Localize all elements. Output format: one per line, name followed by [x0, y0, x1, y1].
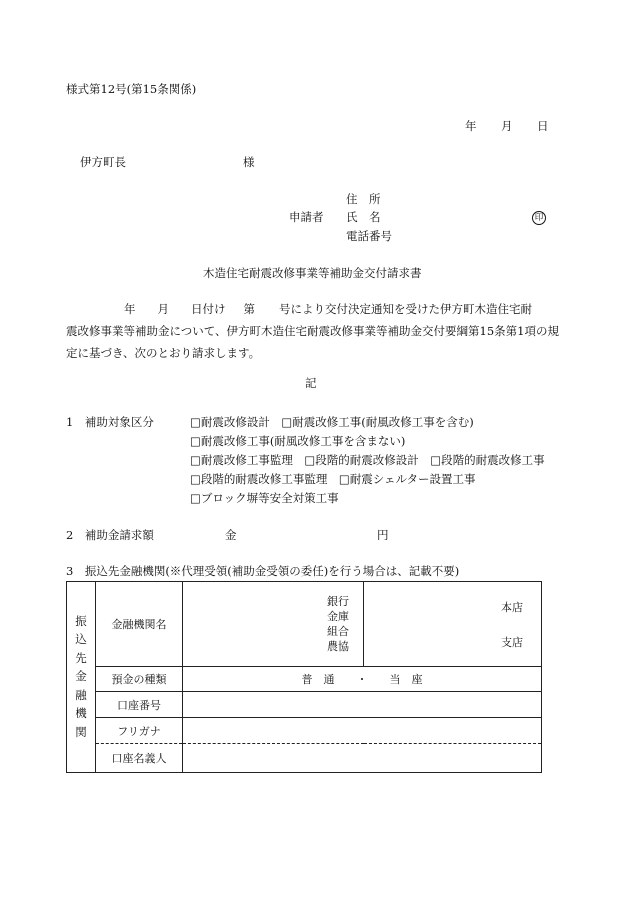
inst-type-shinkin: 金庫	[327, 610, 349, 623]
body-month: 月	[157, 302, 169, 316]
side-char-7: 関	[75, 724, 87, 739]
institution-name-cell[interactable]	[183, 582, 364, 667]
inst-type-bank: 銀行	[327, 595, 349, 608]
branch-cell[interactable]	[364, 582, 542, 667]
inst-type-union: 組合	[327, 625, 349, 638]
section2-label: 2 補助金請求額	[66, 528, 154, 542]
section3-label: 3 振込先金融機関(※代理受領(補助金受領の委任)を行う場合は、記載不要)	[66, 564, 460, 578]
form-number: 様式第12号(第15条関係)	[66, 82, 197, 96]
applicant-name-label: 氏 名	[346, 210, 381, 224]
bank-account-table	[66, 581, 542, 773]
body-day: 日付け	[191, 302, 226, 316]
side-char-1: 振	[75, 613, 87, 628]
section1-option-row-3: □耐震改修工事監理 □段階的耐震改修設計 □段階的耐震改修工事	[190, 453, 545, 467]
institution-label-cell	[96, 582, 183, 667]
document-title: 木造住宅耐震改修事業等補助金交付請求書	[203, 266, 422, 280]
inst-type-ja: 農協	[327, 640, 349, 653]
account-no-label-cell	[96, 692, 183, 718]
side-char-5: 融	[75, 687, 87, 702]
applicant-phone-label: 電話番号	[346, 229, 392, 243]
side-char-3: 先	[75, 650, 87, 665]
side-char-6: 機	[75, 706, 87, 721]
deposit-label: 預金の種類	[111, 673, 167, 686]
section1-option-row-2: □耐震改修工事(耐風改修工事を含まない)	[190, 434, 406, 448]
addressee-name: 伊方町長	[80, 155, 126, 169]
seal-mark: 印	[532, 211, 546, 225]
body-line-1-rest: 号により交付決定通知を受けた伊方町木造住宅耐	[279, 302, 532, 316]
date-month: 月	[501, 119, 513, 133]
bank-row-furigana	[67, 718, 542, 744]
furigana-label-cell	[96, 718, 183, 744]
bank-row-account-no	[67, 692, 542, 718]
seal-icon	[532, 211, 546, 225]
branch-label: 支店	[501, 636, 523, 649]
bank-row-deposit	[67, 667, 542, 692]
bank-row-holder	[67, 744, 542, 773]
body-line-2: 震改修事業等補助金について、伊方町木造住宅耐震改修事業等補助金交付要綱第15条第1項の規	[66, 324, 559, 338]
branch-box	[364, 582, 541, 666]
body-line-3: 定に基づき、次のとおり請求します。	[66, 346, 261, 360]
side-char-2: 込	[75, 632, 87, 647]
body-year: 年	[124, 302, 136, 316]
section2-yen: 円	[377, 528, 389, 542]
main-branch-label: 本店	[501, 601, 523, 614]
furigana-field[interactable]	[183, 718, 542, 744]
body-paragraph	[66, 298, 566, 364]
section2-kin: 金	[225, 528, 237, 542]
furigana-label: フリガナ	[117, 724, 161, 738]
applicant-label: 申請者	[289, 210, 324, 224]
addressee-honorific: 様	[243, 155, 255, 169]
account-no-field[interactable]	[183, 692, 542, 718]
deposit-options-cell[interactable]	[183, 667, 542, 692]
side-char-4: 金	[75, 669, 87, 684]
deposit-options: 普 通 ・ 当 座	[301, 673, 423, 686]
body-no: 第	[243, 302, 255, 316]
date-day: 日	[537, 119, 549, 133]
bank-side-heading	[67, 582, 96, 773]
institution-label: 金融機関名	[111, 618, 167, 631]
section1-option-row-5: □ブロック塀等安全対策工事	[190, 491, 339, 505]
applicant-address-label: 住 所	[346, 192, 381, 206]
institution-types	[183, 594, 363, 654]
body-line-1	[66, 298, 566, 320]
holder-label: 口座名義人	[111, 752, 167, 765]
deposit-label-cell	[96, 667, 183, 692]
holder-field[interactable]	[183, 744, 542, 773]
account-no-label: 口座番号	[117, 698, 161, 712]
date-year: 年	[465, 119, 477, 133]
holder-label-cell	[96, 744, 183, 773]
section1-option-row-1: □耐震改修設計 □耐震改修工事(耐風改修工事を含む)	[190, 415, 474, 429]
section1-label: 1 補助対象区分	[66, 415, 154, 429]
section1-option-row-4: □段階的耐震改修工事監理 □耐震シェルター設置工事	[190, 472, 476, 486]
bank-row-institution	[67, 582, 542, 667]
ki-heading: 記	[305, 376, 317, 390]
